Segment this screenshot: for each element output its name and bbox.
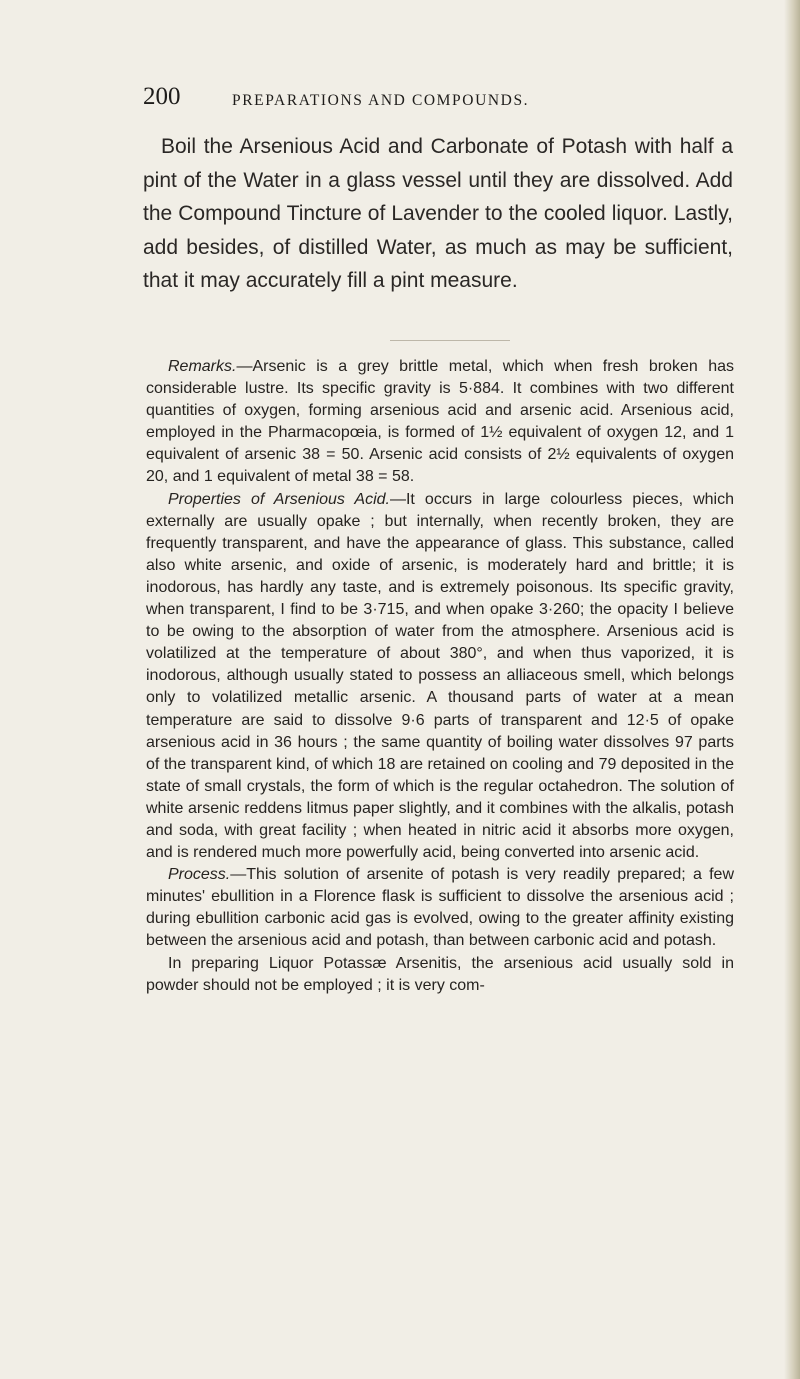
section-divider — [390, 340, 510, 341]
directions-paragraph: Boil the Arsenious Acid and Carbonate of Potash with half a pint of the Water in a glass vessel until they are dissolved. Add the Compound Tincture of Lavender to the cooled liquor. Lastly, add besides, of distilled Water, as much as may be sufficient, that it may accurately fill a pint measure. — [143, 135, 733, 292]
remarks-text: —Arsenic is a grey brittle metal, which when fresh broken has considerable lustre. Its specific gravity is 5·884. It combines with two different quantities of oxygen, forming arsenious acid and arsenic acid. Arsenious acid, employed in the Pharmacopœia, is formed of 1½ equivalent of oxygen 12, and 1 equivalent of arsenic 38 = 50. Arsenic acid consists of 2½ equivalents of oxygen 20, and 1 equivalent of metal 38 = 58. — [146, 358, 734, 486]
remarks-lead: Remarks. — [168, 358, 237, 375]
preparing-paragraph: In preparing Liquor Potassæ Arsenitis, the arsenious acid usually sold in powder should not be employed ; it is very com- — [146, 954, 734, 994]
process-lead: Process. — [168, 866, 231, 884]
process-text: —This solution of arsenite of potash is very readily prepared; a few minutes' ebullition in a Florence flask is sufficient to dissolve the arsenious acid ; during ebullition carbonic acid gas is evolved, owing to the greater affinity existing between the arsenious acid and potash, than between carbonic acid and potash. — [146, 866, 734, 950]
directions-block — [143, 130, 733, 298]
properties-lead: Properties of Arsenious Acid. — [168, 490, 390, 508]
remarks-block — [146, 356, 734, 997]
running-head: PREPARATIONS AND COMPOUNDS. — [232, 92, 530, 109]
page-number: 200 — [143, 83, 181, 110]
page-edge-shadow — [784, 0, 800, 1379]
properties-paragraph — [146, 489, 734, 865]
remarks-paragraph — [146, 356, 734, 489]
page-header — [0, 82, 800, 122]
process-paragraph — [146, 864, 734, 952]
properties-text: —It occurs in large colourless pieces, which externally are usually opake ; but internally, when recently broken, they are frequently transparent, and have the appearance of glass. This substance, called also white arsenic, and oxide of arsenic, is moderately hard and brittle; it is inodorous, has hardly any taste, and is extremely poisonous. Its specific gravity, when transparent, I find to be 3·715, and when opake 3·260; the opacity I believe to be owing to the absorption of water from the atmosphere. Arsenious acid is volatilized at the temperature of about 380°, and when thus vaporized, it is inodorous, although usually stated to possess an alliaceous smell, which belongs only to volatilized metallic arsenic. A thousand parts of water at a mean temperature are said to dissolve 9·6 parts of transparent and 12·5 of opake arsenious acid in 36 hours ; the same quantity of boiling water dissolves 97 parts of the transparent kind, of which 18 are retained on cooling and 79 deposited in the state of small crystals, the form of which is the regular octahedron. The solution of white arsenic reddens litmus paper slightly, and it combines with the alkalis, potash and soda, with great facility ; when heated in nitric acid it absorbs more oxygen, and is rendered much more powerfully acid, being converted into arsenic acid. — [146, 490, 734, 862]
